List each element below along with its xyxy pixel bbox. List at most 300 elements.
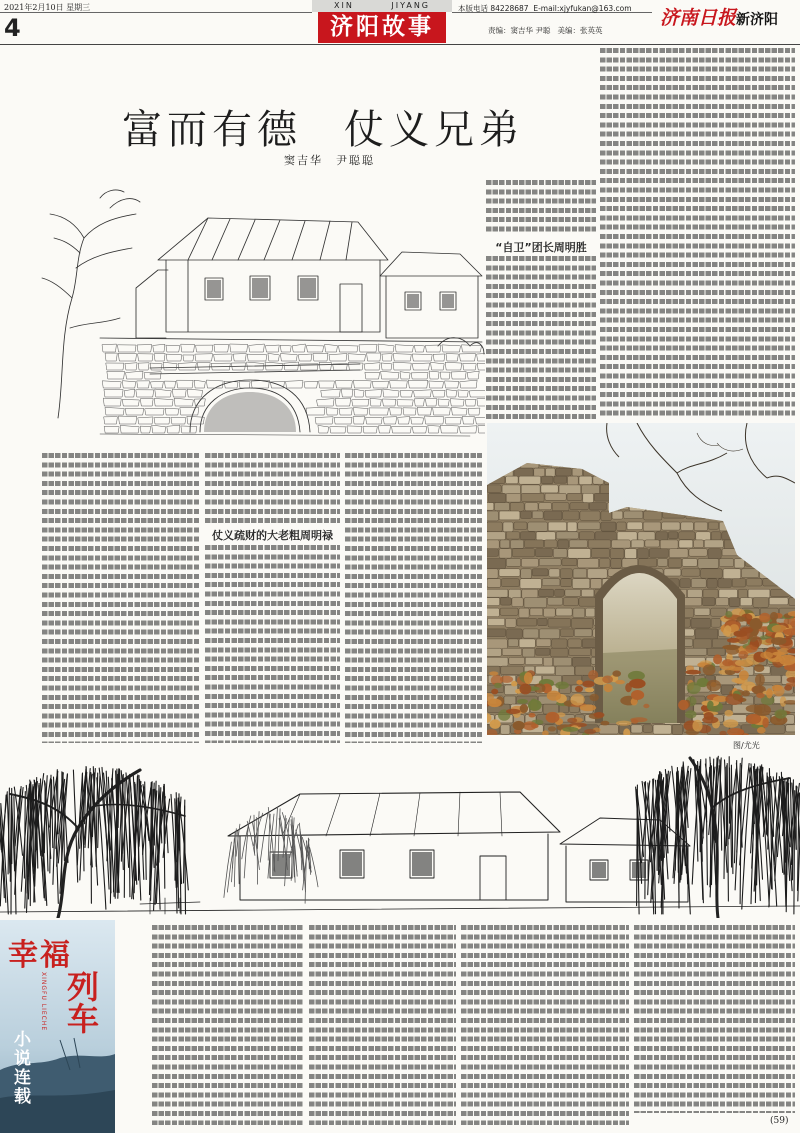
photo-stone bbox=[554, 476, 567, 483]
sketch-stone bbox=[347, 426, 362, 433]
photo-stone bbox=[644, 511, 662, 520]
sketch-stone bbox=[425, 416, 444, 424]
sketch-stone bbox=[465, 400, 476, 406]
photo-stone bbox=[656, 532, 668, 541]
photo-stone bbox=[556, 608, 572, 616]
foliage-leaf bbox=[584, 729, 596, 734]
sketch-stone bbox=[104, 417, 118, 424]
sketch-stone bbox=[352, 399, 369, 406]
sketch-stone bbox=[315, 417, 333, 424]
photo-stone bbox=[702, 598, 715, 606]
willow-village-illustration bbox=[0, 748, 800, 918]
sketch-stone bbox=[326, 408, 338, 415]
foliage-leaf bbox=[567, 718, 577, 723]
willow-strand bbox=[124, 778, 125, 898]
photo-stone bbox=[487, 657, 508, 666]
photo-stone bbox=[672, 725, 683, 735]
photo-stone bbox=[487, 648, 501, 656]
foliage-leaf bbox=[494, 683, 502, 688]
sketch-stone bbox=[230, 344, 248, 352]
sketch-stone bbox=[446, 354, 458, 361]
photo-stone bbox=[716, 598, 729, 606]
sketch-stone bbox=[458, 390, 468, 397]
sketch-stone bbox=[365, 372, 380, 379]
sketch-stone bbox=[412, 354, 432, 361]
sketch-stone bbox=[319, 381, 335, 388]
sketch-stone bbox=[106, 363, 124, 370]
sketch-stone bbox=[392, 426, 412, 433]
sketch-stone bbox=[400, 391, 412, 397]
sketch-stone bbox=[442, 345, 461, 352]
photo-stone bbox=[695, 629, 718, 639]
foliage-leaf bbox=[746, 714, 761, 724]
photo-stone bbox=[786, 725, 795, 732]
sketch-stone bbox=[460, 380, 477, 388]
sketch-stone bbox=[214, 354, 233, 361]
photo-stone bbox=[534, 468, 545, 477]
sketch-stone bbox=[445, 417, 461, 424]
photo-stone bbox=[579, 532, 594, 540]
photo-stone bbox=[487, 639, 507, 649]
foliage-leaf bbox=[612, 670, 621, 676]
willow-strand bbox=[766, 773, 767, 834]
sketch-stone bbox=[137, 381, 150, 388]
photo-stone bbox=[612, 540, 631, 548]
sketch-stone bbox=[138, 363, 149, 370]
sketch-stone bbox=[196, 345, 213, 352]
photo-stone bbox=[556, 532, 578, 539]
sketch-stone bbox=[313, 353, 328, 361]
photo-stone bbox=[565, 589, 581, 596]
photo-stone bbox=[580, 511, 600, 520]
photo-stone bbox=[511, 540, 524, 549]
photo-stone bbox=[711, 532, 721, 540]
photo-stone bbox=[506, 532, 519, 539]
photo-stone bbox=[723, 569, 741, 579]
photo-stone bbox=[631, 725, 642, 733]
sketch-stone bbox=[382, 354, 392, 361]
photo-stone bbox=[553, 657, 571, 666]
photo-stone bbox=[694, 608, 710, 615]
sketch-stone bbox=[118, 416, 136, 424]
page-number: 4 bbox=[4, 14, 21, 42]
sketch-stone bbox=[417, 407, 431, 415]
photo-stone bbox=[753, 598, 769, 608]
logo-paper: 济南日报 bbox=[660, 7, 737, 29]
sketch-stone bbox=[383, 417, 396, 424]
foliage-leaf bbox=[490, 719, 501, 729]
sketch-stone bbox=[393, 354, 411, 361]
sketch-stone bbox=[154, 398, 173, 406]
foliage-leaf bbox=[528, 700, 542, 711]
photo-stone bbox=[691, 618, 710, 628]
sketch-stone bbox=[206, 380, 223, 388]
photo-stone bbox=[495, 503, 510, 511]
sketch-stone bbox=[166, 345, 180, 352]
sketch-stone bbox=[451, 372, 466, 379]
photo-stone bbox=[552, 503, 569, 511]
foliage-leaf bbox=[727, 638, 740, 643]
article-title-left: 富而有德 bbox=[122, 107, 302, 153]
sketch-stone bbox=[365, 390, 382, 397]
foliage-leaf bbox=[724, 625, 731, 635]
foliage-leaf bbox=[772, 652, 785, 656]
photo-stone bbox=[704, 540, 723, 548]
foliage-leaf bbox=[707, 680, 721, 692]
foliage-leaf bbox=[774, 709, 787, 718]
article-body-column bbox=[345, 453, 482, 743]
serial-body-column bbox=[309, 925, 456, 1125]
serial-label: 小说连载 bbox=[10, 1030, 30, 1106]
designer: 美编：张英英 bbox=[557, 26, 603, 35]
photo-stone bbox=[524, 598, 547, 608]
photo-stone bbox=[512, 549, 534, 557]
foliage-leaf bbox=[575, 686, 583, 692]
issue-date: 2021年2月10日 星期三 bbox=[4, 3, 91, 12]
sketch-stone bbox=[165, 408, 179, 415]
photo-stone bbox=[719, 589, 738, 598]
photo-stone bbox=[563, 511, 579, 520]
editor-credits bbox=[488, 25, 603, 36]
foliage-leaf bbox=[755, 704, 771, 716]
photo-stone bbox=[591, 549, 609, 558]
sketch-stone bbox=[440, 425, 458, 433]
sketch-stone bbox=[414, 345, 424, 352]
photo-stone bbox=[517, 618, 537, 626]
foliage-leaf bbox=[489, 671, 498, 675]
foliage-leaf bbox=[738, 651, 748, 659]
photo-stone bbox=[522, 559, 539, 567]
serial-body-column bbox=[634, 925, 795, 1113]
sketch-stone bbox=[463, 363, 476, 370]
sketch-stone bbox=[348, 362, 363, 370]
foliage-leaf bbox=[728, 667, 744, 671]
photo-stone bbox=[510, 503, 524, 512]
foliage-leaf bbox=[762, 718, 768, 728]
sketch-stone bbox=[138, 417, 153, 424]
sketch-stone bbox=[450, 399, 464, 406]
photo-stone bbox=[544, 540, 557, 548]
sketch-stone bbox=[462, 416, 474, 424]
photo-stone bbox=[487, 579, 501, 588]
photo-stone bbox=[549, 569, 560, 577]
sketch-stone bbox=[286, 381, 303, 388]
sketch-stone bbox=[467, 371, 479, 379]
photo-stone bbox=[523, 629, 539, 638]
foliage-leaf bbox=[749, 633, 757, 642]
sketch-stone bbox=[414, 390, 432, 397]
photo-stone bbox=[487, 569, 498, 579]
photo-stone bbox=[543, 657, 552, 666]
photo-stone bbox=[572, 657, 590, 667]
serial-body-column bbox=[152, 925, 304, 1125]
sketch-stone bbox=[125, 408, 143, 415]
sketch-stone bbox=[459, 426, 476, 433]
photo-stone bbox=[509, 657, 525, 664]
foliage-leaf bbox=[687, 682, 701, 694]
photo-stone bbox=[625, 549, 637, 559]
sketch-stone bbox=[306, 346, 323, 352]
sketch-stone bbox=[164, 381, 175, 388]
sketch-stone bbox=[364, 363, 380, 370]
photo-stone bbox=[539, 629, 559, 639]
photo-stone bbox=[681, 522, 694, 531]
sketch-stone bbox=[440, 372, 450, 379]
photo-stone bbox=[506, 493, 521, 502]
sketch-stone bbox=[150, 363, 162, 370]
photo-stone bbox=[506, 618, 517, 627]
sketch-stone bbox=[363, 426, 377, 433]
sketch-stone bbox=[433, 407, 451, 415]
photo-stone bbox=[528, 522, 548, 531]
sketch-stone bbox=[383, 389, 399, 397]
photo-stone bbox=[570, 503, 589, 510]
photo-stone bbox=[524, 540, 543, 548]
photo-stone bbox=[719, 559, 733, 567]
photo-stone bbox=[732, 579, 745, 587]
foliage-leaf bbox=[631, 690, 644, 700]
phone-number: 本版电话 84228687 bbox=[458, 4, 529, 13]
photo-stone bbox=[685, 648, 707, 655]
photo-stone bbox=[551, 648, 569, 657]
photo-stone bbox=[519, 476, 541, 484]
sketch-stone bbox=[120, 425, 139, 433]
sketch-stone bbox=[461, 345, 481, 352]
photo-stone bbox=[499, 549, 511, 558]
sketch-stone bbox=[154, 417, 170, 424]
sketch-stone bbox=[429, 381, 444, 388]
article-body-column bbox=[42, 453, 200, 743]
foliage-leaf bbox=[517, 699, 528, 704]
photo-stone bbox=[567, 493, 582, 500]
sketch-stone bbox=[378, 344, 394, 352]
photo-stone bbox=[668, 559, 681, 568]
photo-stone bbox=[512, 598, 523, 607]
photo-stone bbox=[631, 540, 644, 548]
photo-stone bbox=[668, 532, 678, 539]
sketch-stone bbox=[341, 389, 353, 397]
sketch-stone bbox=[378, 426, 390, 433]
photo-stone bbox=[536, 648, 550, 655]
sketch-stone bbox=[174, 398, 193, 406]
photo-stone bbox=[560, 569, 572, 579]
sketch-stone bbox=[414, 399, 424, 406]
sketch-stone bbox=[122, 381, 136, 388]
sketch-stone bbox=[102, 344, 116, 352]
foliage-leaf bbox=[702, 716, 718, 723]
sketch-stone bbox=[431, 362, 445, 370]
email-link[interactable]: E-mail:xjyfukan@163.com bbox=[533, 4, 632, 13]
newspaper-logo bbox=[660, 3, 778, 30]
photo-stone bbox=[487, 589, 508, 597]
sketch-stone bbox=[280, 345, 291, 352]
photo-stone bbox=[649, 549, 668, 558]
sketch-stone bbox=[372, 381, 388, 388]
sketch-stone bbox=[446, 390, 457, 397]
photo-stone bbox=[662, 522, 680, 530]
foliage-leaf bbox=[734, 631, 748, 637]
photo-stone bbox=[582, 639, 596, 648]
photo-stone bbox=[548, 618, 571, 627]
foliage-leaf bbox=[616, 721, 632, 726]
photo-stone bbox=[682, 569, 700, 576]
cover-title-1: 幸福 bbox=[8, 938, 72, 973]
photo-stone bbox=[523, 648, 535, 657]
sketch-stone bbox=[408, 380, 427, 388]
photo-stone bbox=[572, 579, 589, 589]
photo-stone bbox=[638, 532, 655, 541]
sketch-stone bbox=[126, 371, 143, 379]
sketch-stone bbox=[412, 427, 426, 433]
subhead-self-defense-captain: “自卫”团长周明胜 bbox=[495, 241, 587, 254]
sketch-stone bbox=[390, 408, 402, 415]
foliage-leaf bbox=[723, 719, 738, 727]
cover-pinyin: XINGFU LIECHE bbox=[40, 972, 47, 1032]
photo-stone bbox=[789, 598, 795, 606]
photo-stone bbox=[487, 618, 504, 625]
photo-stone bbox=[693, 639, 711, 649]
photo-stone bbox=[556, 666, 575, 676]
photo-stone bbox=[567, 522, 577, 532]
photo-stone bbox=[569, 648, 591, 655]
sketch-stone bbox=[249, 344, 265, 352]
sketch-stone bbox=[477, 398, 485, 406]
sketch-stone bbox=[117, 345, 136, 352]
sketch-stone bbox=[136, 390, 154, 397]
foliage-leaf bbox=[562, 727, 578, 732]
sketch-stone bbox=[181, 426, 197, 433]
sketch-stone bbox=[411, 417, 424, 424]
photo-stone bbox=[500, 598, 511, 606]
willow-strand bbox=[129, 779, 130, 897]
photo-stone bbox=[502, 648, 522, 655]
photo-stone bbox=[548, 598, 563, 606]
photo-stone bbox=[506, 476, 518, 484]
sketch-stone bbox=[304, 381, 318, 388]
photo-stone bbox=[542, 579, 560, 586]
photo-stone bbox=[742, 569, 759, 578]
photo-stone bbox=[487, 503, 494, 511]
photo-stone bbox=[688, 589, 703, 597]
foliage-leaf bbox=[590, 694, 599, 701]
willow-strand bbox=[52, 780, 53, 848]
sketch-stone bbox=[400, 372, 410, 379]
foliage-leaf bbox=[615, 680, 625, 684]
sketch-stone bbox=[233, 354, 246, 361]
sketch-stone bbox=[151, 381, 164, 388]
photo-stone bbox=[569, 540, 587, 548]
ruins-photo bbox=[487, 423, 795, 735]
sketch-stone bbox=[425, 345, 440, 352]
sketch-stone bbox=[153, 344, 165, 352]
sketch-stone bbox=[339, 408, 352, 415]
photo-stone bbox=[532, 511, 543, 519]
sketch-stone bbox=[353, 380, 371, 388]
serial-body-column bbox=[461, 925, 629, 1125]
photo-stone bbox=[519, 608, 529, 618]
photo-stone bbox=[708, 549, 721, 559]
sketch-stone bbox=[194, 399, 205, 406]
sketch-stone bbox=[166, 354, 182, 361]
photo-stone bbox=[487, 629, 506, 637]
photo-stone bbox=[556, 468, 572, 476]
sketch-stone bbox=[124, 389, 135, 397]
photo-stone bbox=[669, 549, 688, 558]
sketch-stone bbox=[353, 416, 365, 424]
sketch-stone bbox=[412, 363, 429, 370]
sketch-stone bbox=[177, 380, 193, 388]
sketch-stone bbox=[145, 408, 164, 415]
photo-stone bbox=[502, 485, 520, 494]
sketch-stone bbox=[429, 371, 439, 379]
foliage-leaf bbox=[547, 691, 561, 701]
article-body-column bbox=[205, 453, 340, 523]
sketch-stone bbox=[390, 381, 408, 388]
photo-stone bbox=[746, 579, 762, 586]
photo-stone bbox=[500, 540, 510, 548]
foliage-leaf bbox=[742, 690, 750, 696]
photo-stone bbox=[658, 559, 668, 567]
sketch-stone bbox=[280, 354, 297, 361]
sketch-stone bbox=[306, 407, 325, 415]
sketch-stone bbox=[330, 427, 346, 433]
photo-stone bbox=[535, 666, 554, 674]
photo-stone bbox=[545, 493, 566, 500]
photo-stone bbox=[505, 685, 518, 695]
photo-stone bbox=[539, 589, 554, 596]
foliage-leaf bbox=[570, 694, 584, 706]
photo-stone bbox=[707, 648, 725, 655]
sketch-stone bbox=[197, 362, 210, 370]
photo-stone bbox=[734, 559, 744, 568]
foliage-leaf bbox=[725, 694, 743, 705]
sketch-stone bbox=[144, 372, 161, 379]
sketch-stone bbox=[140, 426, 151, 433]
foliage-leaf bbox=[755, 674, 765, 686]
article-body-column bbox=[205, 545, 340, 743]
foliage-leaf bbox=[600, 721, 609, 726]
photo-stone bbox=[487, 598, 500, 606]
section-title: 济阳故事 bbox=[318, 12, 446, 43]
photo-stone bbox=[601, 522, 616, 531]
photo-stone bbox=[568, 639, 582, 648]
photo-stone bbox=[679, 532, 695, 540]
photo-stone bbox=[707, 579, 717, 588]
sketch-stone bbox=[180, 408, 199, 415]
sketch-stone bbox=[163, 362, 177, 370]
photo-stone bbox=[487, 511, 498, 521]
willow-trees bbox=[0, 756, 800, 914]
sketch-stone bbox=[194, 380, 205, 388]
photo-stone bbox=[499, 569, 520, 577]
sketch-stone bbox=[214, 344, 229, 352]
sketch-stone bbox=[195, 354, 213, 361]
foliage-leaf bbox=[576, 680, 582, 685]
foliage-leaf bbox=[771, 637, 786, 645]
photo-stone bbox=[521, 569, 532, 579]
willow-strand bbox=[24, 792, 25, 879]
sketch-stone bbox=[478, 426, 485, 433]
photo-stone bbox=[522, 493, 545, 501]
photo-stone bbox=[579, 476, 592, 485]
foliage-leaf bbox=[488, 699, 502, 708]
sketch-stone bbox=[103, 398, 121, 406]
sketch-stone bbox=[382, 399, 396, 406]
sketch-stone bbox=[469, 390, 485, 397]
sketch-stone bbox=[477, 353, 485, 361]
sketch-stone bbox=[247, 354, 267, 361]
sketch-stone bbox=[366, 417, 383, 424]
